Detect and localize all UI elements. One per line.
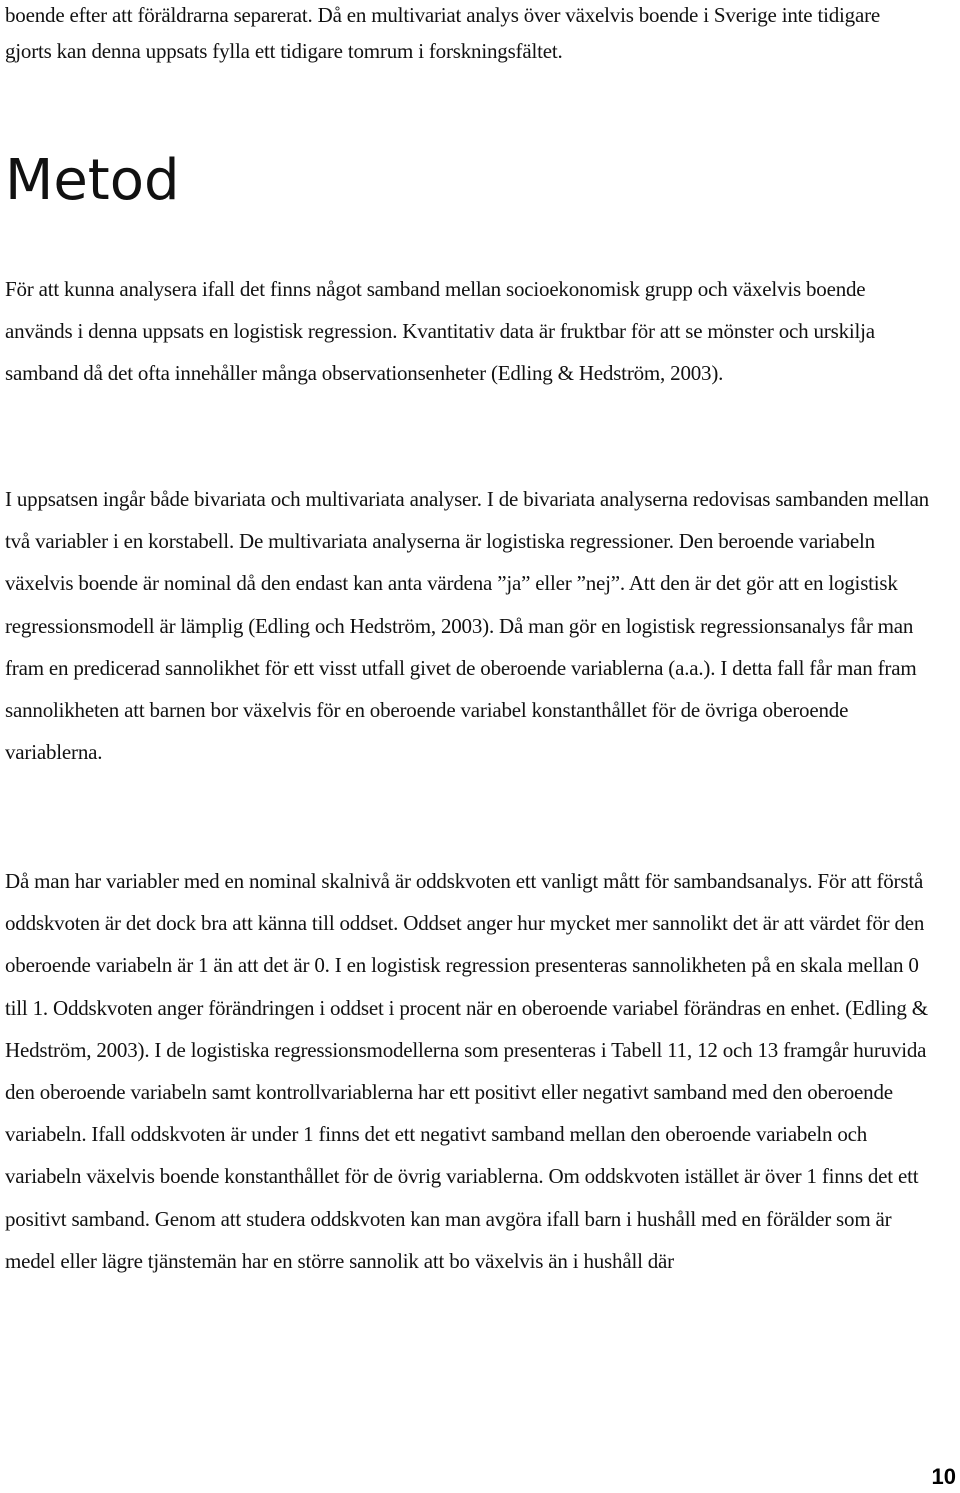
page-number: 10 [931, 1464, 956, 1489]
intro-paragraph: boende efter att föräldrarna separerat. Då en multivariat analys över växelvis boende i Sverige inte tidigare gjorts kan denna uppsats fylla ett tidigare tomrum i forskningsfältet. [5, 3, 880, 63]
body-paragraph: Då man har variabler med en nominal skalnivå är oddskvoten ett vanligt mått för sambandsanalys. För att förstå oddskvoten är det dock bra att känna till oddset. Oddset anger hur mycket mer sannolikt det är att värdet för den oberoende variabeln är 1 än att det är 0. I en logistisk regression presenteras sannolikheten på en skala mellan 0 till 1. Oddskvoten anger förändringen i oddset i procent när en oberoende variabel förändras en enhet. (Edling & Hedström, 2003). I de logistiska regressionsmodellerna som presenteras i Tabell 11, 12 och 13 framgår huruvida den oberoende variabeln samt kontrollvariablerna har ett positivt eller negativt samband med den oberoende variabeln. Ifall oddskvoten är under 1 finns det ett negativt samband mellan den oberoende variabeln och variabeln växelvis boende konstanthållet för de övrig variablerna. Om oddskvoten istället är över 1 finns det ett positivt samband. Genom att studera oddskvoten kan man avgöra ifall barn i hushåll med en förälder som är medel eller lägre tjänstemän har en större sannolik att bo växelvis än i hushåll där [5, 869, 928, 1273]
body-paragraph: I uppsatsen ingår både bivariata och multivariata analyser. I de bivariata analyserna redovisas sambanden mellan två variabler i en korstabell. De multivariata analyserna är logistiska regressioner. Den beroende variabeln växelvis boende är nominal då den endast kan anta värdena ”ja” eller ”nej”. Att den är det gör att en logistisk regressionsmodell är lämplig (Edling och Hedström, 2003). Då man gör en logistisk regressionsanalys får man fram en predicerad sannolikhet för ett visst utfall givet de oberoende variablerna (a.a.). I detta fall får man fram sannolikheten att barnen bor växelvis för en oberoende variabel konstanthållet för de övriga oberoende variablerna. [5, 487, 929, 765]
body-paragraph: För att kunna analysera ifall det finns något samband mellan socioekonomisk grupp och växelvis boende används i denna uppsats en logistisk regression. Kvantitativ data är fruktbar för att se mönster och urskilja samband då det ofta innehåller många observationsenheter (Edling & Hedström, 2003). [5, 277, 875, 386]
section-heading: Metod [5, 148, 180, 213]
